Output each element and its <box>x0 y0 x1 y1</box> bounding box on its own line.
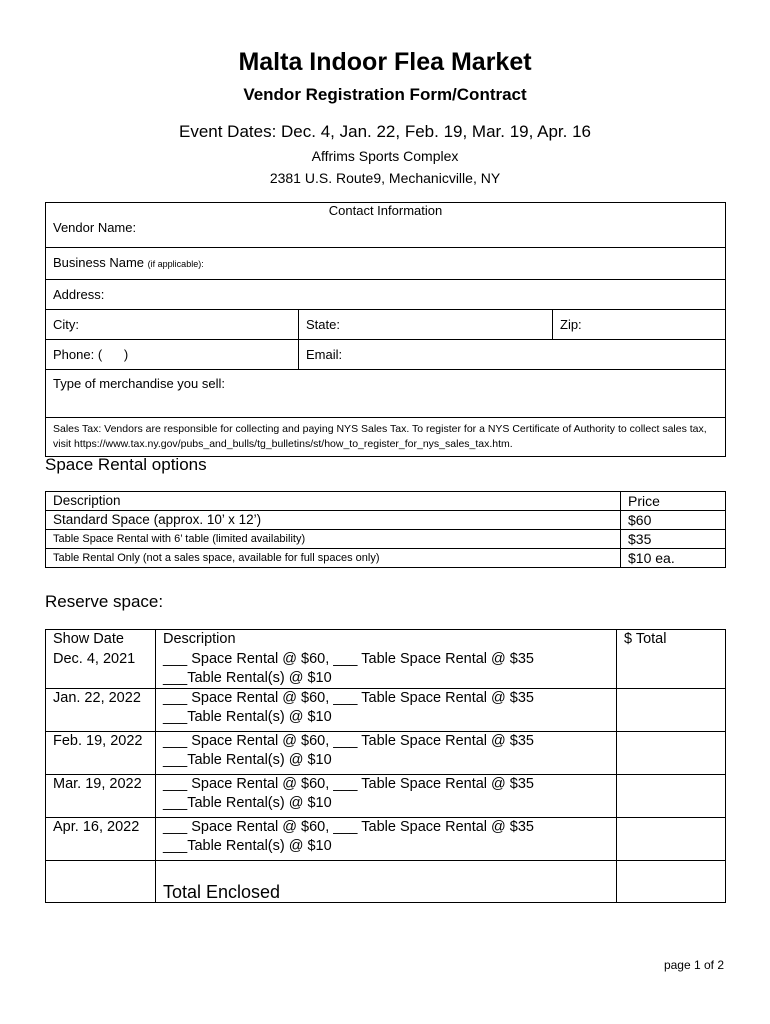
contact-information-table <box>45 202 726 457</box>
contact-heading: Contact Information <box>46 203 726 219</box>
table-row <box>46 775 726 818</box>
reserve-space-heading: Reserve space: <box>45 592 164 611</box>
sales-tax-note: Sales Tax: Vendors are responsible for collecting and paying NYS Sales Tax. To register for a NYS Certificate of Authority to collect sales tax, visit https://www.tax.ny.gov/pubs_and_bulls/tg_bulletins/st/how_to_register_for_nys_sales_tax.htm. <box>46 418 726 457</box>
reserve-description[interactable] <box>156 818 617 861</box>
total-field[interactable] <box>617 732 726 775</box>
table-rental-line: ___Table Rental(s) @ $10 <box>163 670 332 686</box>
rental-row-price: $60 <box>621 511 726 530</box>
rental-row-price: $10 ea. <box>621 549 726 568</box>
table-rental-line: ___Table Rental(s) @ $10 <box>163 752 332 768</box>
email-label: Email: <box>306 347 343 362</box>
city-field[interactable] <box>46 310 299 340</box>
reserve-col-description: Description <box>156 630 617 651</box>
rental-row-description: Table Space Rental with 6’ table (limited availability) <box>46 530 621 549</box>
phone-field[interactable] <box>46 340 299 370</box>
email-field[interactable] <box>299 340 726 370</box>
show-date: Apr. 16, 2022 <box>46 818 156 861</box>
rental-row-price: $35 <box>621 530 726 549</box>
rental-col-description: Description <box>46 492 621 511</box>
total-field[interactable] <box>617 775 726 818</box>
table-row <box>46 650 726 689</box>
empty-cell <box>46 861 156 903</box>
table-row <box>46 689 726 732</box>
table-rental-line: ___Table Rental(s) @ $10 <box>163 795 332 811</box>
rental-row-description: Table Rental Only (not a sales space, available for full spaces only) <box>46 549 621 568</box>
reserve-description[interactable] <box>156 775 617 818</box>
show-date: Dec. 4, 2021 <box>46 650 156 689</box>
state-field[interactable] <box>299 310 553 340</box>
reserve-description[interactable] <box>156 732 617 775</box>
total-field[interactable] <box>617 818 726 861</box>
reserve-col-date: Show Date <box>46 630 156 651</box>
show-date: Mar. 19, 2022 <box>46 775 156 818</box>
show-date: Jan. 22, 2022 <box>46 689 156 732</box>
reserve-description[interactable] <box>156 650 617 689</box>
space-rental-line: ___ Space Rental @ $60, ___ Table Space Rental @ $35 <box>163 819 534 835</box>
address-field[interactable] <box>46 280 726 310</box>
total-field[interactable] <box>617 689 726 732</box>
reserve-space-table <box>45 629 726 903</box>
zip-label: Zip: <box>560 317 582 332</box>
zip-field[interactable] <box>553 310 726 340</box>
reserve-description[interactable] <box>156 689 617 732</box>
business-name-note: (if applicable): <box>147 259 204 269</box>
page-number: page 1 of 2 <box>663 958 724 972</box>
form-subtitle: Vendor Registration Form/Contract <box>243 85 527 104</box>
space-rental-line: ___ Space Rental @ $60, ___ Table Space Rental @ $35 <box>163 733 534 749</box>
vendor-name-field[interactable] <box>46 218 726 248</box>
city-label: City: <box>53 317 79 332</box>
phone-label: Phone: ( ) <box>53 347 129 362</box>
reserve-col-total: $ Total <box>617 630 726 651</box>
space-rental-line: ___ Space Rental @ $60, ___ Table Space Rental @ $35 <box>163 651 534 667</box>
event-dates: Event Dates: Dec. 4, Jan. 22, Feb. 19, Mar. 19, Apr. 16 <box>178 122 591 141</box>
table-rental-line: ___Table Rental(s) @ $10 <box>163 838 332 854</box>
address-label: Address: <box>53 287 105 302</box>
table-rental-line: ___Table Rental(s) @ $10 <box>163 709 332 725</box>
page-title: Malta Indoor Flea Market <box>238 48 532 76</box>
show-date: Feb. 19, 2022 <box>46 732 156 775</box>
state-label: State: <box>306 317 340 332</box>
business-name-field[interactable] <box>46 248 726 280</box>
merchandise-field[interactable] <box>46 370 726 418</box>
merchandise-label: Type of merchandise you sell: <box>53 376 225 391</box>
table-row <box>46 732 726 775</box>
space-rental-table <box>45 491 726 568</box>
space-rental-line: ___ Space Rental @ $60, ___ Table Space Rental @ $35 <box>163 776 534 792</box>
business-name-label: Business Name <box>53 255 145 270</box>
venue-address: 2381 U.S. Route9, Mechanicville, NY <box>269 170 501 186</box>
rental-col-price: Price <box>621 492 726 511</box>
space-rental-heading: Space Rental options <box>45 455 207 474</box>
venue-name: Affrims Sports Complex <box>311 148 459 164</box>
space-rental-line: ___ Space Rental @ $60, ___ Table Space Rental @ $35 <box>163 690 534 706</box>
total-enclosed-label: Total Enclosed <box>156 861 617 903</box>
total-field[interactable] <box>617 650 726 689</box>
vendor-name-label: Vendor Name: <box>53 220 137 235</box>
total-enclosed-field[interactable] <box>617 861 726 903</box>
rental-row-description: Standard Space (approx. 10’ x 12’) <box>46 511 621 530</box>
table-row <box>46 818 726 861</box>
